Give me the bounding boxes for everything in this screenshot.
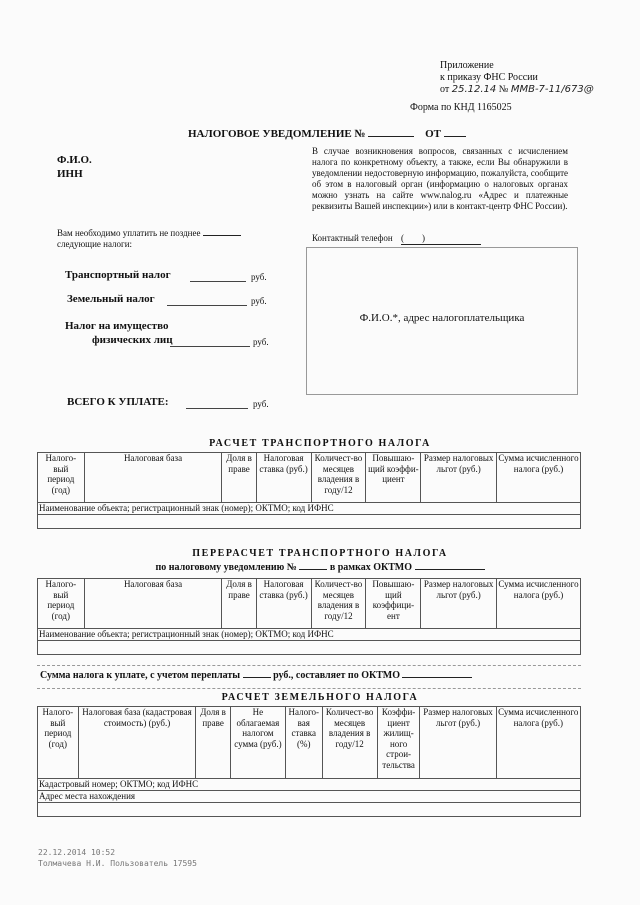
form-code: Форма по КНД 1165025: [410, 102, 512, 113]
footer-stamp-user: Толмачева Н.И. Пользователь 17595: [38, 859, 197, 868]
transport-recalc-title: ПЕРЕРАСЧЕТ ТРАНСПОРТНОГО НАЛОГА: [192, 548, 448, 559]
contact-phone-field[interactable]: ( ): [401, 233, 481, 245]
lc-address-row: Адрес места нахождения: [38, 791, 581, 803]
lc-h7: Размер налоговых льгот (руб.): [420, 707, 496, 779]
lc-h5: Количест-во месяцев владения в году/12: [322, 707, 377, 779]
info-paragraph: В случае возникновения вопросов, связанных с исчислением налога по конкретному объекту, а также, если Вы обнаружили в уведомлении недостоверную информацию, пожалуйста, сообщите об этом в налоговый орган (информацию о налоговых органах можно узнать на сайте www.nalog.ru «Адрес и платежные реквизиты Вашей инспекции») или в контакт-центр ФНС России).: [312, 146, 568, 211]
transport-recalc-table: [37, 578, 581, 655]
property-tax-rub: руб.: [253, 337, 269, 347]
recalc-subtitle-2: в рамках ОКТМО: [329, 562, 413, 573]
lc-h8: Сумма исчисленного налога (руб.): [496, 707, 580, 779]
inn-label: ИНН: [57, 168, 83, 180]
following-taxes: следующие налоги:: [57, 239, 133, 249]
sum-amount-field[interactable]: [243, 677, 271, 678]
order-line: к приказу ФНС России: [440, 72, 538, 83]
pay-deadline-text: Вам необходимо уплатить не позднее: [57, 228, 201, 238]
transport-tax-rub: руб.: [251, 272, 267, 282]
transport-calc-title: РАСЧЕТ ТРАНСПОРТНОГО НАЛОГА: [209, 438, 431, 449]
recalc-oktmo-field[interactable]: [415, 569, 485, 570]
lc-h0: Налого-вый период (год): [38, 707, 79, 779]
handwritten-number: ММВ-7-11/673@: [510, 84, 594, 95]
lc-h6: Коэффи-циент жилищ-ного строи-тельства: [377, 707, 420, 779]
tc-h0: Налого-вый период (год): [38, 453, 85, 503]
tr-h4: Количест-во месяцев владения в году/12: [311, 579, 366, 629]
total-label: ВСЕГО К УПЛАТЕ:: [67, 396, 169, 408]
address-box-text: Ф.И.О.*, адрес налогоплательщика: [359, 312, 525, 324]
recalc-notice-number-field[interactable]: [299, 569, 327, 570]
recalc-subtitle-1: по налоговому уведомлению №: [155, 562, 297, 573]
land-calc-title: РАСЧЕТ ЗЕМЕЛЬНОГО НАЛОГА: [221, 692, 419, 703]
tc-object-row: Наименование объекта; регистрационный знак (номер); ОКТМО; код ИФНС: [38, 503, 581, 515]
notice-number-field[interactable]: [368, 136, 414, 137]
lc-empty-row: [38, 803, 581, 817]
notice-from-label: ОТ: [425, 128, 441, 140]
number-prefix: №: [498, 84, 509, 95]
property-tax-label-1: Налог на имущество: [65, 320, 169, 332]
land-tax-label: Земельный налог: [67, 293, 155, 305]
lc-h3: Не облагаемая налогом сумма (руб.): [230, 707, 285, 779]
tr-h1: Налоговая база: [84, 579, 222, 629]
total-rub: руб.: [253, 399, 269, 409]
land-calc-table: [37, 706, 581, 817]
tc-h2: Доля в праве: [222, 453, 256, 503]
sum-line: [40, 670, 472, 681]
pay-deadline-field[interactable]: [203, 235, 241, 236]
handwritten-date: 25.12.14: [451, 84, 497, 95]
tc-h5: Повышаю-щий коэффи-циент: [366, 453, 421, 503]
tr-h5: Повышаю-щий коэффици-ент: [366, 579, 421, 629]
footer-stamp-date: 22.12.2014 10:52: [38, 848, 116, 857]
tr-h0: Налого-вый период (год): [38, 579, 85, 629]
transport-calc-table: [37, 452, 581, 529]
contact-phone-label: Контактный телефон: [312, 233, 393, 243]
pay-deadline: [57, 228, 241, 239]
transport-tax-label: Транспортный налог: [65, 269, 171, 281]
appendix-label: Приложение: [440, 60, 494, 71]
fio-label: Ф.И.О.: [57, 154, 92, 166]
tc-empty-row: [38, 515, 581, 529]
lc-h1: Налоговая база (кадастровая стоимость) (руб.): [78, 707, 196, 779]
tr-empty-row: [38, 641, 581, 655]
tc-h7: Сумма исчисленного налога (руб.): [496, 453, 580, 503]
tc-h4: Количест-во месяцев владения в году/12: [311, 453, 366, 503]
address-box: [306, 247, 578, 395]
property-tax-label-2: физических лиц: [92, 334, 173, 346]
tc-h6: Размер налоговых льгот (руб.): [421, 453, 497, 503]
sum-line-text-1: Сумма налога к уплате, с учетом переплаты: [40, 670, 241, 681]
order-date-number: [440, 84, 594, 96]
transport-recalc-subtitle: [0, 562, 640, 573]
notice-title: [188, 128, 466, 140]
sum-line-text-2: руб., составляет по ОКТМО: [273, 670, 400, 681]
tr-h2: Доля в праве: [222, 579, 256, 629]
lc-cadastral-row: Кадастровый номер; ОКТМО; код ИФНС: [38, 779, 581, 791]
contact-phone: [312, 233, 481, 245]
tr-object-row: Наименование объекта; регистрационный знак (номер); ОКТМО; код ИФНС: [38, 629, 581, 641]
notice-title-text: НАЛОГОВОЕ УВЕДОМЛЕНИЕ №: [188, 128, 366, 140]
lc-h2: Доля в праве: [196, 707, 230, 779]
tc-h3: Налоговая ставка (руб.): [256, 453, 311, 503]
land-tax-rub: руб.: [251, 296, 267, 306]
tr-h3: Налоговая ставка (руб.): [256, 579, 311, 629]
tr-h6: Размер налоговых льгот (руб.): [421, 579, 497, 629]
tc-h1: Налоговая база: [84, 453, 222, 503]
lc-h4: Налого-вая ставка (%): [286, 707, 322, 779]
from-prefix: от: [440, 84, 450, 95]
tr-h7: Сумма исчисленного налога (руб.): [496, 579, 580, 629]
notice-date-field[interactable]: [444, 136, 466, 137]
sum-oktmo-field[interactable]: [402, 677, 472, 678]
